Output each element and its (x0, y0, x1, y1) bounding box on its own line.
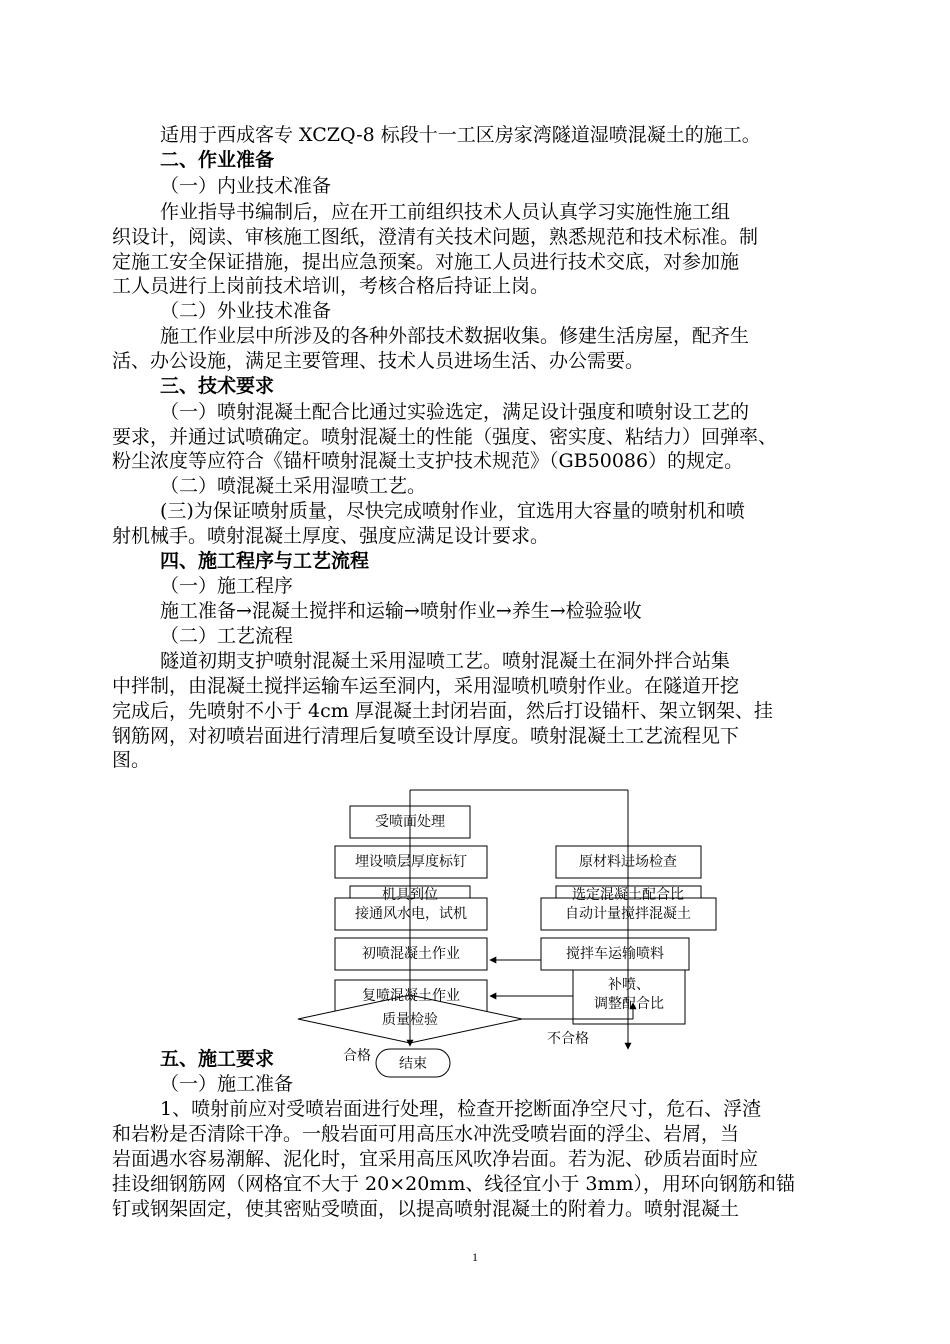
page-number: 1 (472, 1250, 478, 1264)
decision-label: 质量检验 (382, 1012, 438, 1028)
paragraph-line: 织设计，阅读、审核施工图纸，澄清有关技术问题，熟悉规范和技术标准。制 (112, 226, 759, 248)
paragraph-line: (三)为保证喷射质量，尽快完成喷射作业，宜选用大容量的喷射机和喷 (160, 500, 745, 522)
node-label: 调整配合比 (594, 996, 664, 1012)
paragraph-line: 射机械手。喷射混凝土厚度、强度应满足设计要求。 (112, 525, 550, 547)
node-label: 埋设喷层厚度标钉 (355, 854, 467, 870)
terminal-label: 结束 (399, 1056, 427, 1072)
node-label: 机具到位 (382, 887, 438, 903)
paragraph-line: 隧道初期支护喷射混凝土采用湿喷工艺。喷射混凝土在洞外拌合站集 (160, 650, 731, 672)
subheading: （一）内业技术准备 (160, 175, 332, 197)
subheading: （二）工艺流程 (160, 625, 294, 647)
pass-label: 合格 (343, 1048, 371, 1064)
paragraph-line: 中拌制，由混凝土搅拌运输车运至洞内，采用湿喷机喷射作业。在隧道开挖 (112, 675, 740, 697)
paragraph-line: 要求，并通过试喷确定。喷射混凝土的性能（强度、密实度、粘结力）回弹率、 (112, 426, 778, 448)
node-label: 原材料进场检查 (579, 854, 677, 870)
paragraph-line: 图。 (112, 749, 151, 771)
paragraph-line: 钉或钢架固定，使其密贴受喷面，以提高喷射混凝土的附着力。喷射混凝土 (112, 1198, 740, 1220)
heading-3: 三、技术要求 (160, 375, 275, 397)
paragraph-line: 粉尘浓度等应符合《锚杆喷射混凝土支护技术规范》（GB50086）的规定。 (112, 450, 744, 472)
paragraph-line: 定施工安全保证措施，提出应急预案。对施工人员进行技术交底，对参加施 (112, 251, 740, 273)
paragraph-line: 完成后，先喷射不小于 4cm 厚混凝土封闭岩面，然后打设锚杆、架立钢架、挂 (112, 700, 773, 722)
node-label: 受喷面处理 (375, 814, 445, 830)
paragraph-line: 钢筋网，对初喷岩面进行清理后复喷至设计厚度。喷射混凝土工艺流程见下 (112, 725, 740, 747)
node-label: 初喷混凝土作业 (362, 946, 460, 962)
node-label: 接通风水电，试机 (355, 906, 467, 922)
subheading: （二）外业技术准备 (160, 300, 332, 322)
subheading: （一）施工程序 (160, 575, 294, 597)
paragraph-line: 施工准备→混凝土搅拌和运输→喷射作业→养生→检验验收 (160, 600, 642, 622)
node-label: 补喷、 (608, 977, 650, 993)
paragraph-line: 施工作业层中所涉及的各种外部技术数据收集。修建生活房屋，配齐生 (160, 325, 750, 347)
heading-2: 二、作业准备 (160, 149, 275, 171)
heading-5: 五、施工要求 (160, 1048, 275, 1070)
node-label: 选定混凝土配合比 (572, 887, 684, 903)
node-label: 复喷混凝土作业 (362, 988, 460, 1004)
node-label: 自动计量搅拌混凝土 (565, 906, 691, 922)
paragraph-line: 作业指导书编制后，应在开工前组织技术人员认真学习实施性施工组 (160, 201, 731, 223)
paragraph-line: （一）喷射混凝土配合比通过实验选定，满足设计强度和喷射设工艺的 (160, 401, 750, 423)
paragraph-line: 1、喷射前应对受喷岩面进行处理，检查开挖断面净空尺寸，危石、浮渣 (160, 1098, 762, 1120)
paragraph-line: 和岩粉是否清除干净。一般岩面可用高压水冲洗受喷岩面的浮尘、岩屑，当 (112, 1123, 740, 1145)
paragraph-line: 活、办公设施，满足主要管理、技术人员进场生活、办公需要。 (112, 350, 645, 372)
node-label: 搅拌车运输喷料 (566, 946, 664, 962)
paragraph-line: 挂设细钢筋网（网格宜不大于 20×20mm、线径宜小于 3mm），用环向钢筋和锚 (112, 1173, 796, 1195)
scope-line: 适用于西成客专 XCZQ-8 标段十一工区房家湾隧道湿喷混凝土的施工。 (160, 124, 761, 146)
paragraph-line: 工人员进行上岗前技术培训，考核合格后持证上岗。 (112, 275, 550, 297)
paragraph-line: （二）喷混凝土采用湿喷工艺。 (160, 475, 427, 497)
paragraph-line: 岩面遇水容易潮解、泥化时，宜采用高压风吹净岩面。若为泥、砂质岩面时应 (112, 1148, 759, 1170)
heading-4: 四、施工程序与工艺流程 (160, 550, 370, 572)
subheading: （一）施工准备 (160, 1073, 294, 1095)
fail-label: 不合格 (547, 1031, 589, 1047)
